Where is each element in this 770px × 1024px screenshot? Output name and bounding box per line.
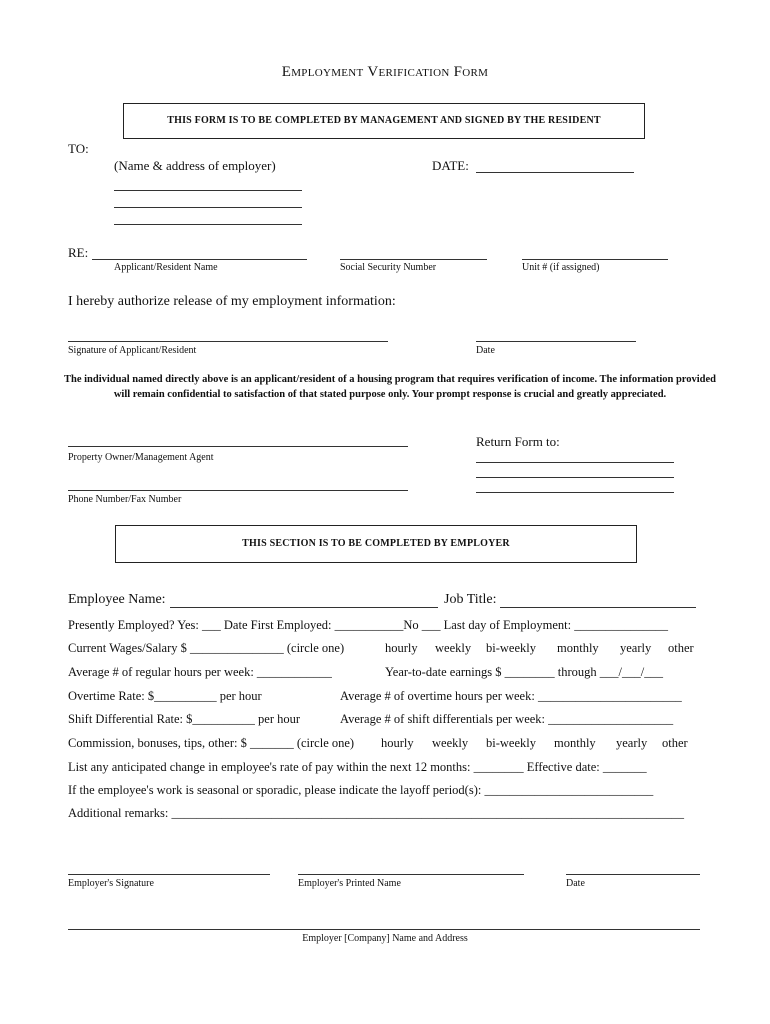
applicant-signature-field[interactable] bbox=[68, 341, 388, 342]
employer-company-field[interactable] bbox=[68, 929, 700, 930]
employer-date-label: Date bbox=[566, 878, 585, 889]
to-label: TO: bbox=[68, 141, 89, 156]
employee-name-field[interactable] bbox=[170, 607, 438, 608]
form-title: Employment Verification Form bbox=[281, 64, 489, 80]
employer-address-label: (Name & address of employer) bbox=[114, 158, 276, 173]
commission-period-yearly[interactable]: yearly bbox=[616, 736, 648, 750]
employer-address-line-2[interactable] bbox=[114, 207, 302, 208]
anticipated-change-row[interactable]: List any anticipated change in employee's rate of pay within the next 12 months: ________ Effective date: _______ bbox=[68, 760, 647, 774]
employer-company-label: Employer [Company] Name and Address bbox=[302, 933, 468, 944]
wage-period-weekly[interactable]: weekly bbox=[435, 641, 472, 655]
job-title-field[interactable] bbox=[500, 607, 696, 608]
date-field[interactable] bbox=[476, 172, 634, 173]
management-instruction-text: THIS FORM IS TO BE COMPLETED BY MANAGEMENT AND SIGNED BY THE RESIDENT bbox=[167, 115, 601, 126]
commission-period-biweekly[interactable]: bi-weekly bbox=[486, 736, 536, 750]
applicant-name-label: Applicant/Resident Name bbox=[114, 262, 218, 273]
avg-overtime-row[interactable]: Average # of overtime hours per week: _______________________ bbox=[340, 689, 682, 703]
job-title-label: Job Title: bbox=[444, 592, 497, 607]
employee-name-label: Employee Name: bbox=[68, 592, 166, 607]
applicant-date-label: Date bbox=[476, 345, 495, 356]
return-address-line-3[interactable] bbox=[476, 492, 674, 493]
return-form-label: Return Form to: bbox=[476, 434, 560, 449]
phone-fax-field[interactable] bbox=[68, 490, 408, 491]
ssn-label: Social Security Number bbox=[340, 262, 437, 273]
wage-period-hourly[interactable]: hourly bbox=[385, 641, 418, 655]
employer-date-field[interactable] bbox=[566, 874, 700, 875]
phone-fax-label: Phone Number/Fax Number bbox=[68, 494, 182, 505]
unit-label: Unit # (if assigned) bbox=[522, 262, 600, 273]
commission-period-monthly[interactable]: monthly bbox=[554, 736, 596, 750]
confidentiality-notice: The individual named directly above is an applicant/resident of a housing program that requires verification of income. The information provided will remain confidential to satisfaction of that stated purpose only. Your prompt response is crucial and greatly appreciated. bbox=[64, 374, 717, 400]
avg-hours-row[interactable]: Average # of regular hours per week: ____________ bbox=[68, 665, 332, 679]
employer-printed-name-label: Employer's Printed Name bbox=[298, 878, 401, 889]
employer-section-box bbox=[115, 525, 637, 563]
employer-signature-field[interactable] bbox=[68, 874, 270, 875]
date-label: DATE: bbox=[432, 158, 469, 173]
shift-diff-row[interactable]: Shift Differential Rate: $__________ per hour bbox=[68, 712, 301, 726]
applicant-signature-label: Signature of Applicant/Resident bbox=[68, 345, 197, 356]
re-label: RE: bbox=[68, 245, 89, 260]
employer-section-text: THIS SECTION IS TO BE COMPLETED BY EMPLOYER bbox=[242, 538, 510, 549]
owner-agent-field[interactable] bbox=[68, 446, 408, 447]
employer-address-line-3[interactable] bbox=[114, 224, 302, 225]
presently-employed-row[interactable]: Presently Employed? Yes: ___ Date First Employed: ___________No ___ Last day of Employment: _______________ bbox=[68, 618, 668, 632]
wage-period-biweekly[interactable]: bi-weekly bbox=[486, 641, 536, 655]
applicant-date-field[interactable] bbox=[476, 341, 636, 342]
commission-period-weekly[interactable]: weekly bbox=[432, 736, 469, 750]
wage-period-yearly[interactable]: yearly bbox=[620, 641, 652, 655]
commission-period-other[interactable]: other bbox=[662, 736, 688, 750]
ytd-earnings-row[interactable]: Year-to-date earnings $ ________ through ___/___/___ bbox=[385, 665, 663, 679]
ssn-field[interactable] bbox=[340, 259, 487, 260]
owner-agent-label: Property Owner/Management Agent bbox=[68, 452, 214, 463]
unit-field[interactable] bbox=[522, 259, 668, 260]
seasonal-row[interactable]: If the employee's work is seasonal or sporadic, please indicate the layoff period(s): ___________________________ bbox=[68, 783, 654, 797]
wage-period-monthly[interactable]: monthly bbox=[557, 641, 599, 655]
additional-remarks-row[interactable]: Additional remarks: __________________________________________________________________________________ bbox=[68, 806, 684, 820]
wage-period-other[interactable]: other bbox=[668, 641, 694, 655]
employer-address-line-1[interactable] bbox=[114, 190, 302, 191]
current-wages-row[interactable]: Current Wages/Salary $ _______________ (circle one) bbox=[68, 641, 345, 655]
return-address-line-1[interactable] bbox=[476, 462, 674, 463]
applicant-name-field[interactable] bbox=[92, 259, 307, 260]
commission-row[interactable]: Commission, bonuses, tips, other: $ _______ (circle one) bbox=[68, 736, 355, 750]
avg-shift-diff-row[interactable]: Average # of shift differentials per week: ____________________ bbox=[340, 712, 674, 726]
overtime-rate-row[interactable]: Overtime Rate: $__________ per hour bbox=[68, 689, 262, 703]
authorize-text: I hereby authorize release of my employment information: bbox=[68, 294, 396, 309]
employer-printed-name-field[interactable] bbox=[298, 874, 524, 875]
return-address-line-2[interactable] bbox=[476, 477, 674, 478]
commission-period-hourly[interactable]: hourly bbox=[381, 736, 414, 750]
employer-signature-label: Employer's Signature bbox=[68, 878, 154, 889]
management-instruction-box bbox=[123, 103, 645, 139]
